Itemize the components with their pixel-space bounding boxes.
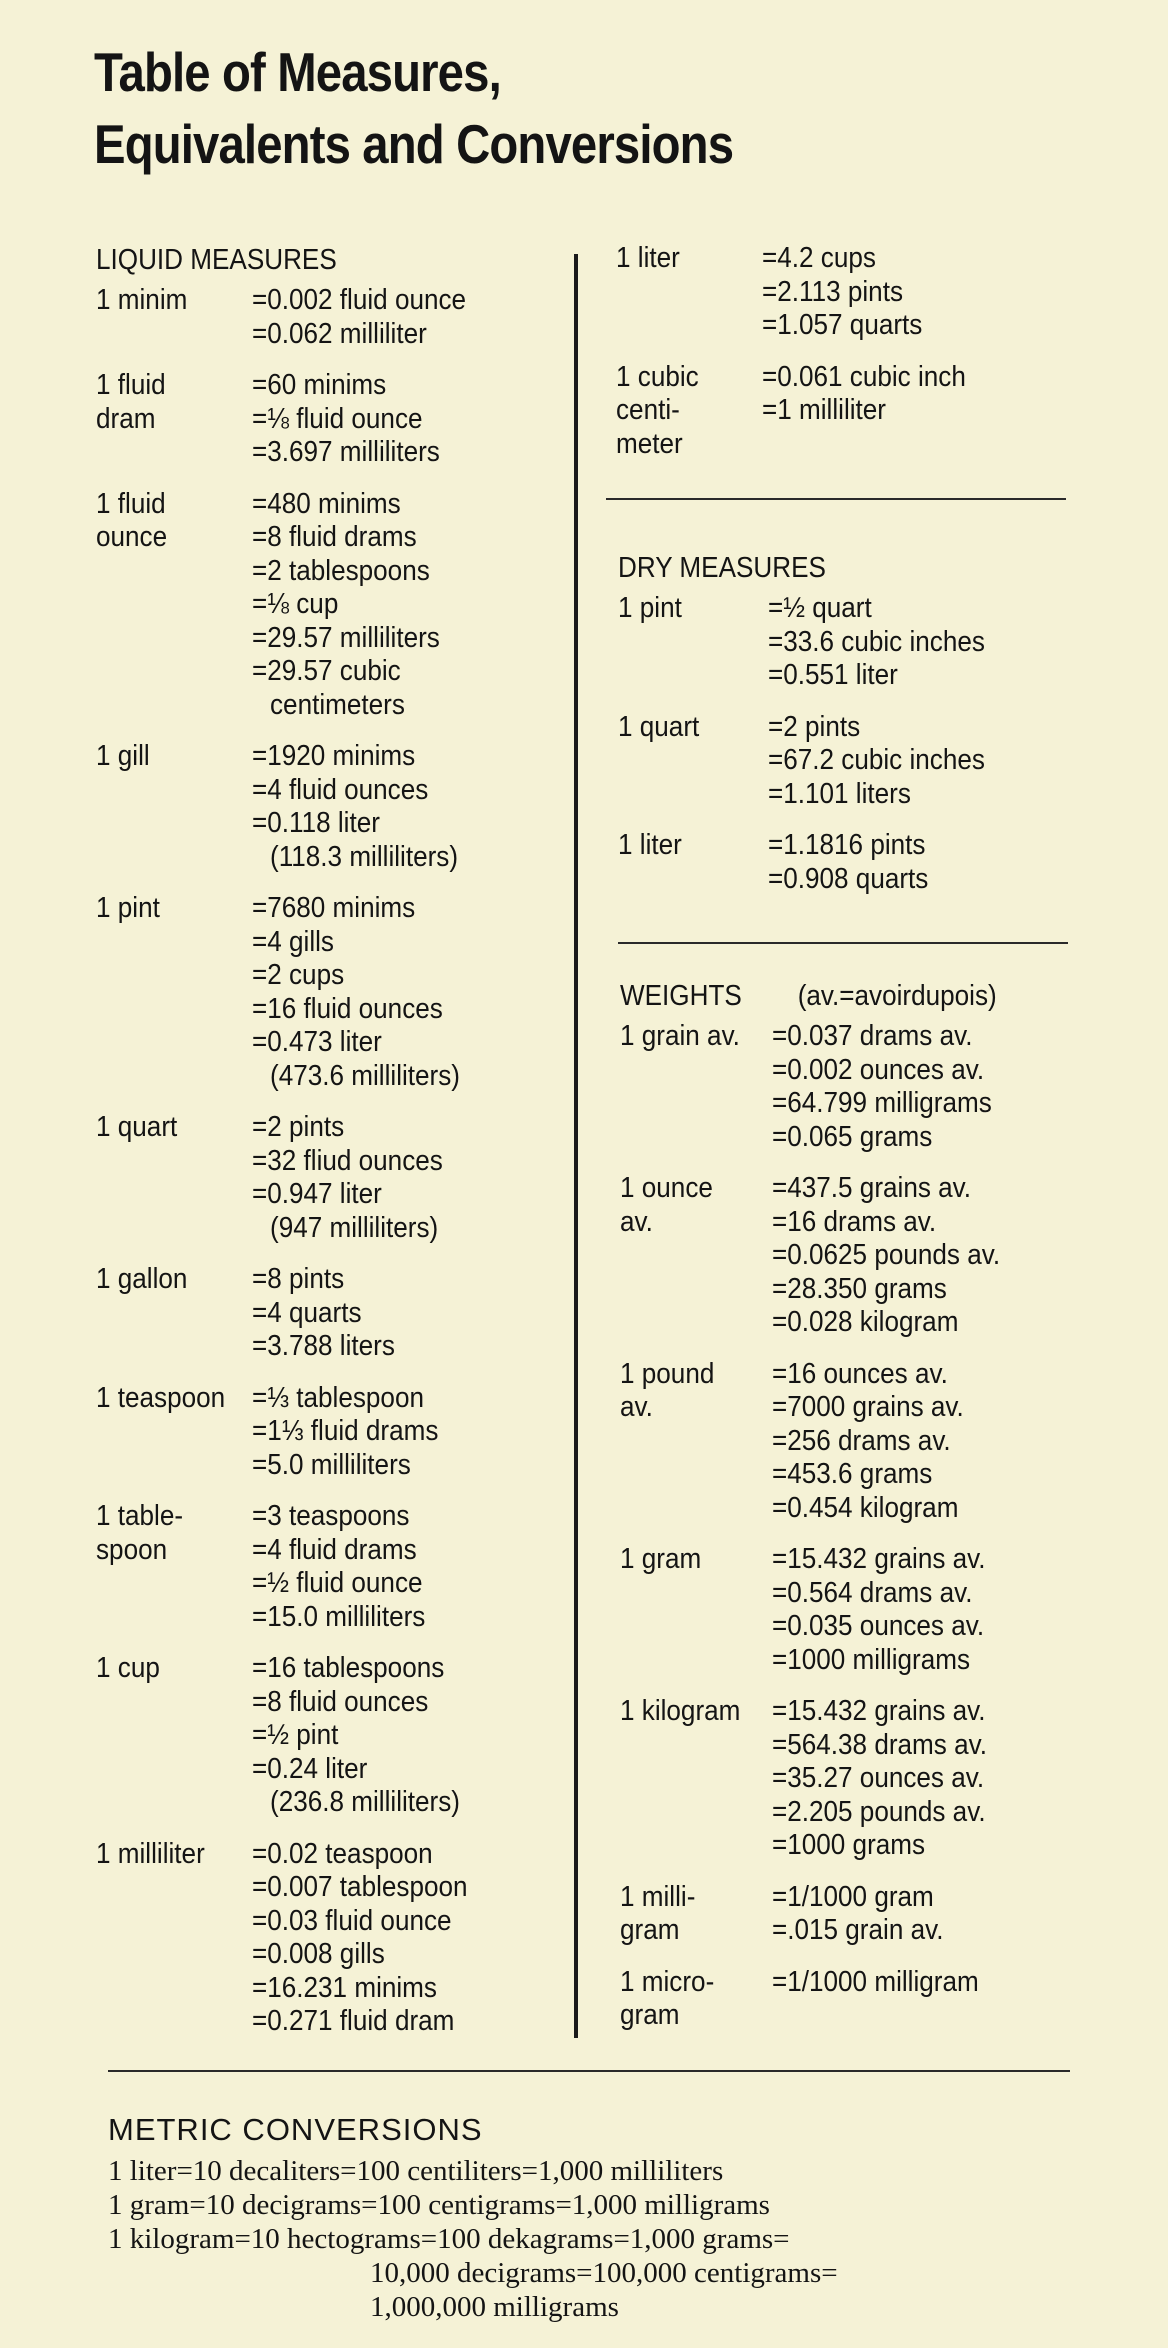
- equivalent-line: =32 fliud ounces: [252, 1144, 443, 1177]
- section-divider: [606, 498, 1066, 500]
- measure-equivalents: [772, 1020, 1058, 1154]
- equivalent-line: =0.002 ounces av.: [772, 1053, 985, 1086]
- measure-entry: [96, 1652, 556, 1820]
- equivalent-line: (473.6 milliliters): [270, 1059, 460, 1092]
- measure-unit: 1 gram: [620, 1543, 702, 1575]
- measure-entry: [620, 1358, 1090, 1526]
- metric-line: 1,000,000 milligrams: [370, 2291, 619, 2323]
- equivalent-line: =½ fluid ounce: [252, 1567, 423, 1599]
- equivalent-line: =0.454 kilogram: [772, 1491, 959, 1524]
- measure-entry: [616, 242, 1086, 343]
- equivalent-line: =2 cups: [252, 959, 345, 991]
- section-divider: [108, 2070, 1070, 2072]
- equivalent-line: =64.799 milligrams: [772, 1087, 992, 1119]
- equivalent-line: =0.007 tablespoon: [252, 1871, 468, 1903]
- equivalent-line: =0.062 milliliter: [252, 317, 427, 350]
- liquid-measures-continued-list: [616, 242, 1086, 461]
- equivalent-line: =⅛ cup: [252, 588, 339, 620]
- measure-unit: 1 fluid dram: [96, 369, 166, 435]
- measure-entry: [96, 1263, 556, 1364]
- equivalent-line: =1/1000 gram: [772, 1880, 934, 1913]
- equivalent-line: =0.24 liter: [252, 1752, 368, 1785]
- equivalent-line: =8 fluid ounces: [252, 1685, 429, 1718]
- equivalent-line: =8 fluid drams: [252, 521, 417, 553]
- equivalent-line: =0.118 liter: [252, 807, 380, 839]
- equivalent-line: =0.473 liter: [252, 1026, 382, 1058]
- measure-equivalents: [772, 1966, 1058, 2000]
- measure-entry: [620, 1543, 1090, 1677]
- equivalent-line: =35.27 ounces av.: [772, 1762, 985, 1794]
- measure-unit: 1 minim: [96, 284, 188, 316]
- dry-measures-section: [618, 552, 1088, 896]
- equivalent-line: =1 milliliter: [762, 394, 887, 426]
- equivalent-line: =16 fluid ounces: [252, 992, 443, 1025]
- equivalent-line: =2 pints: [768, 710, 861, 743]
- measure-equivalents: [252, 892, 526, 1093]
- equivalent-line: =1000 grams: [772, 1829, 926, 1861]
- measure-unit: 1 quart: [96, 1111, 178, 1143]
- equivalent-line: =33.6 cubic inches: [768, 625, 985, 658]
- measure-unit: 1 milliliter: [96, 1837, 205, 1870]
- equivalent-line: =4.2 cups: [762, 242, 876, 274]
- measure-equivalents: [772, 1172, 1058, 1340]
- measure-equivalents: [762, 361, 1054, 428]
- measure-unit: 1 cup: [96, 1652, 160, 1684]
- measure-equivalents: [252, 369, 526, 470]
- equivalent-line: =0.551 liter: [768, 659, 898, 691]
- measure-unit: 1 gill: [96, 740, 150, 772]
- equivalent-line: =4 quarts: [252, 1296, 362, 1329]
- equivalent-line: =8 pints: [252, 1263, 345, 1295]
- equivalent-line: =453.6 grams: [772, 1458, 933, 1490]
- measure-entry: [96, 1382, 556, 1483]
- weights-heading: [620, 980, 1043, 1020]
- equivalent-line: =1.101 liters: [768, 777, 911, 810]
- equivalent-line: =67.2 cubic inches: [768, 744, 985, 776]
- equivalent-line: =15.432 grains av.: [772, 1543, 986, 1575]
- equivalent-line: =0.02 teaspoon: [252, 1837, 433, 1870]
- equivalent-line: (236.8 milliliters): [270, 1786, 460, 1818]
- equivalent-line: =1/1000 milligram: [772, 1965, 979, 1998]
- measure-entry: [96, 740, 556, 874]
- measure-equivalents: [252, 1263, 526, 1364]
- measure-entry: [618, 711, 1088, 812]
- equivalent-line: =29.57 milliliters: [252, 621, 440, 654]
- equivalent-line: centimeters: [270, 688, 405, 721]
- equivalent-line: =0.035 ounces av.: [772, 1610, 985, 1642]
- equivalent-line: =29.57 cubic: [252, 655, 401, 687]
- metric-line: 10,000 decigrams=100,000 centigrams=: [370, 2257, 838, 2289]
- measure-entry: [96, 892, 556, 1093]
- equivalent-line: =1920 minims: [252, 740, 416, 772]
- measure-entry: [620, 1172, 1090, 1340]
- equivalent-line: (118.3 milliliters): [270, 840, 459, 873]
- measure-unit: 1 teaspoon: [96, 1381, 226, 1414]
- dry-measures-heading: DRY MEASURES: [618, 552, 826, 584]
- measure-equivalents: [768, 829, 1056, 896]
- measure-unit: 1 pint: [618, 592, 682, 624]
- measure-equivalents: [772, 1881, 1058, 1948]
- equivalent-line: =0.002 fluid ounce: [252, 284, 467, 316]
- equivalent-line: =256 drams av.: [772, 1424, 951, 1457]
- equivalent-line: =0.947 liter: [252, 1178, 382, 1210]
- liquid-measures-heading: LIQUID MEASURES: [96, 244, 337, 276]
- equivalent-line: =16.231 minims: [252, 1971, 437, 2004]
- measure-unit: 1 liter: [618, 829, 682, 861]
- title-line-1: Table of Measures,: [94, 41, 501, 103]
- section-divider: [618, 942, 1068, 944]
- measure-unit: 1 ounce av.: [620, 1172, 713, 1238]
- measure-equivalents: [772, 1695, 1058, 1863]
- measure-entry: [620, 1966, 1090, 2033]
- equivalent-line: =16 ounces av.: [772, 1357, 948, 1390]
- equivalent-line: =4 gills: [252, 925, 334, 958]
- measure-unit: 1 table- spoon: [96, 1500, 184, 1566]
- equivalent-line: =½ quart: [768, 592, 872, 624]
- metric-line: 1 kilogram=10 hectograms=100 dekagrams=1,000 grams=: [108, 2223, 790, 2255]
- equivalent-line: =0.564 drams av.: [772, 1576, 973, 1609]
- metric-conversions-lines: [108, 2154, 838, 2324]
- measure-unit: 1 kilogram: [620, 1695, 741, 1727]
- measure-equivalents: [768, 592, 1056, 693]
- measure-equivalents: [252, 740, 526, 874]
- measure-entry: [96, 1500, 556, 1634]
- measure-equivalents: [252, 1382, 526, 1483]
- measure-unit: 1 quart: [618, 710, 700, 743]
- equivalent-line: =480 minims: [252, 487, 401, 520]
- equivalent-line: =4 fluid drams: [252, 1533, 417, 1566]
- measure-equivalents: [768, 711, 1056, 812]
- equivalent-line: =3.697 milliliters: [252, 436, 440, 468]
- equivalent-line: =⅛ fluid ounce: [252, 402, 423, 435]
- weights-section: [620, 980, 1090, 2033]
- equivalent-line: =2 pints: [252, 1111, 345, 1143]
- equivalent-line: =½ pint: [252, 1719, 339, 1751]
- equivalent-line: =0.065 grams: [772, 1120, 933, 1153]
- column-divider: [574, 254, 578, 2038]
- measure-equivalents: [772, 1543, 1058, 1677]
- measure-entry: [620, 1695, 1090, 1863]
- measure-equivalents: [252, 284, 526, 351]
- measure-entry: [618, 592, 1088, 693]
- measure-entry: [616, 361, 1086, 462]
- liquid-measures-continued-section: [616, 242, 1086, 461]
- equivalent-line: =0.037 drams av.: [772, 1020, 973, 1052]
- measure-equivalents: [762, 242, 1054, 343]
- page-title: [94, 36, 733, 180]
- measure-equivalents: [252, 1652, 526, 1820]
- equivalent-line: =1000 milligrams: [772, 1643, 971, 1676]
- equivalent-line: =16 tablespoons: [252, 1652, 445, 1684]
- measure-entry: [96, 1838, 556, 2039]
- measure-equivalents: [252, 488, 526, 723]
- equivalent-line: =2.113 pints: [762, 275, 904, 308]
- equivalent-line: =437.5 grains av.: [772, 1172, 972, 1204]
- weights-heading-note: (av.=avoirdupois): [797, 980, 997, 1012]
- measure-unit: 1 cubic centi- meter: [616, 360, 699, 460]
- dry-measures-list: [618, 592, 1088, 896]
- equivalent-line: =15.0 milliliters: [252, 1600, 426, 1633]
- measure-entry: [620, 1881, 1090, 1948]
- metric-line: 1 gram=10 decigrams=100 centigrams=1,000 milligrams: [108, 2189, 770, 2221]
- metric-conversions-heading: METRIC CONVERSIONS: [108, 2112, 483, 2147]
- measure-unit: 1 liter: [616, 242, 680, 274]
- measure-unit: 1 grain av.: [620, 1020, 740, 1052]
- measure-equivalents: [252, 1838, 526, 2039]
- measure-entry: [620, 1020, 1090, 1154]
- equivalent-line: =5.0 milliliters: [252, 1448, 411, 1481]
- measure-unit: 1 pound av.: [620, 1357, 715, 1423]
- title-line-2: Equivalents and Conversions: [94, 113, 734, 175]
- equivalent-line: =60 minims: [252, 369, 387, 401]
- equivalent-line: =1⅓ fluid drams: [252, 1415, 439, 1447]
- measure-entry: [96, 488, 556, 723]
- equivalent-line: =16 drams av.: [772, 1205, 937, 1238]
- equivalent-line: =.015 grain av.: [772, 1914, 944, 1946]
- measure-unit: 1 micro- gram: [620, 1965, 715, 2031]
- equivalent-line: =3 teaspoons: [252, 1500, 410, 1532]
- equivalent-line: =0.03 fluid ounce: [252, 1904, 452, 1937]
- liquid-measures-list: [96, 284, 556, 2039]
- equivalent-line: =0.271 fluid dram: [252, 2005, 455, 2037]
- measure-equivalents: [252, 1500, 526, 1634]
- equivalent-line: =2 tablespoons: [252, 554, 430, 587]
- equivalent-line: =28.350 grams: [772, 1272, 947, 1305]
- liquid-measures-section: [96, 244, 556, 2039]
- equivalent-line: =2.205 pounds av.: [772, 1795, 986, 1828]
- metric-line: 1 liter=10 decaliters=100 centiliters=1,000 milliliters: [108, 2155, 724, 2187]
- equivalent-line: =0.908 quarts: [768, 862, 929, 895]
- measure-entry: [96, 369, 556, 470]
- weights-heading-label: WEIGHTS: [620, 980, 742, 1012]
- equivalent-line: =0.008 gills: [252, 1938, 385, 1970]
- measure-unit: 1 pint: [96, 892, 160, 924]
- measure-entry: [96, 284, 556, 351]
- equivalent-line: =3.788 liters: [252, 1330, 395, 1362]
- equivalent-line: =1.1816 pints: [768, 829, 926, 861]
- measure-entry: [618, 829, 1088, 896]
- weights-list: [620, 1020, 1090, 2033]
- equivalent-line: =0.0625 pounds av.: [772, 1239, 1001, 1271]
- equivalent-line: =0.061 cubic inch: [762, 360, 966, 393]
- measure-entry: [96, 1111, 556, 1245]
- measure-unit: 1 fluid ounce: [96, 487, 168, 553]
- measure-unit: 1 milli- gram: [620, 1880, 696, 1946]
- measure-unit: 1 gallon: [96, 1263, 188, 1295]
- equivalent-line: =15.432 grains av.: [772, 1695, 986, 1727]
- equivalent-line: =⅓ tablespoon: [252, 1381, 424, 1414]
- measure-equivalents: [772, 1358, 1058, 1526]
- equivalent-line: =4 fluid ounces: [252, 773, 429, 806]
- equivalent-line: =7680 minims: [252, 892, 416, 924]
- equivalent-line: =7000 grains av.: [772, 1391, 964, 1423]
- equivalent-line: =564.38 drams av.: [772, 1728, 987, 1761]
- equivalent-line: (947 milliliters): [270, 1211, 439, 1244]
- equivalent-line: =1.057 quarts: [762, 309, 923, 341]
- equivalent-line: =0.028 kilogram: [772, 1306, 959, 1338]
- measure-equivalents: [252, 1111, 526, 1245]
